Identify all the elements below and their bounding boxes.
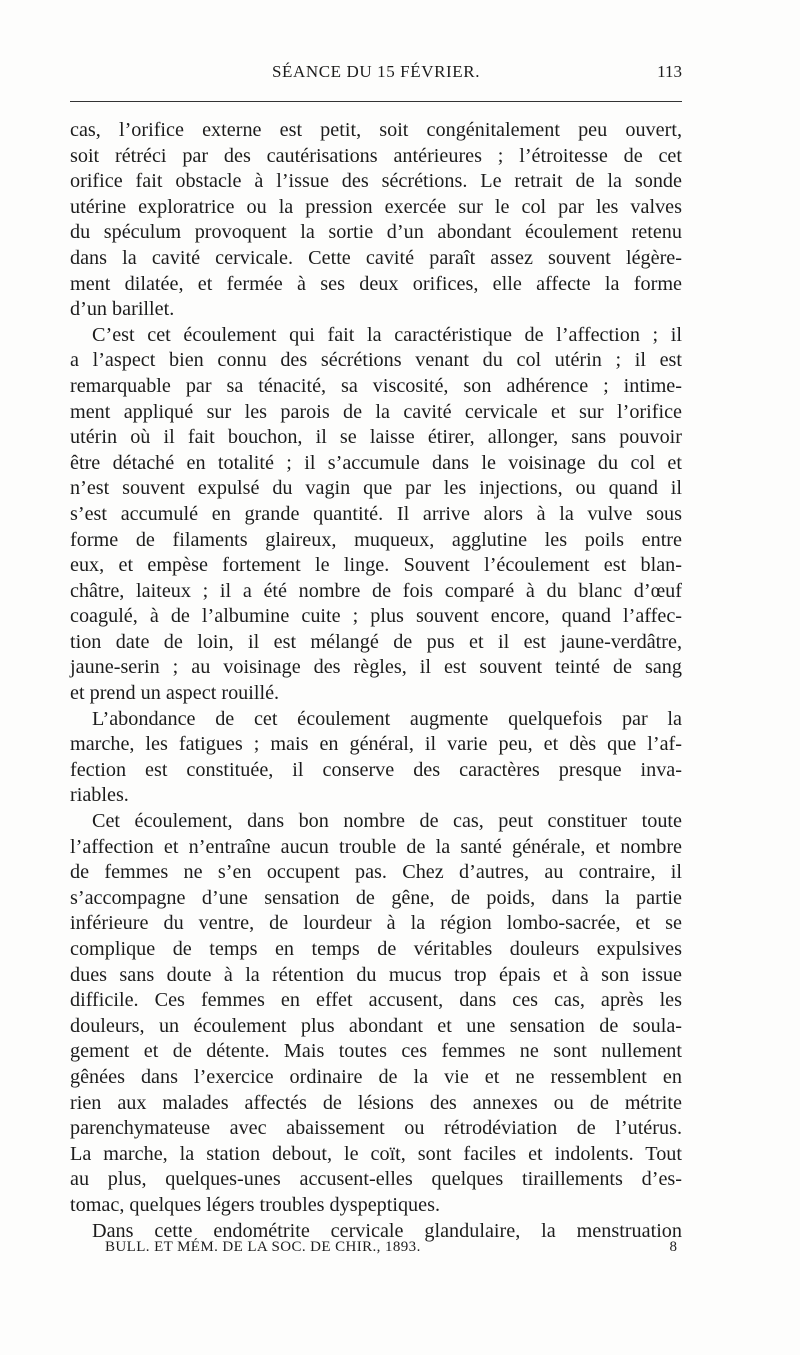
text-line: fection est constituée, il conserve des caractères presque inva- — [70, 758, 682, 781]
text-line: jaune-serin ; au voisinage des règles, il est souvent teinté de sang — [70, 656, 682, 679]
text-line: tion date de loin, il est mélangé de pus et il est jaune-verdâtre, — [70, 630, 682, 653]
text-line: remarquable par sa ténacité, sa viscosité, son adhérence ; intime- — [70, 374, 682, 397]
text-line: gênées dans l’exercice ordinaire de la vie et ne ressemblent en — [70, 1065, 682, 1088]
text-line: dans la cavité cervicale. Cette cavité paraît assez souvent légère- — [70, 246, 682, 269]
text-line: utérine exploratrice ou la pression exercée sur le col par les valves — [70, 195, 682, 218]
text-line: forme de filaments glaireux, muqueux, agglutine les poils entre — [70, 528, 682, 551]
text-line: d’un barillet. — [70, 298, 175, 321]
text-line: Cet écoulement, dans bon nombre de cas, peut constituer toute — [92, 810, 682, 833]
text-line: et prend un aspect rouillé. — [70, 682, 280, 705]
signature-mark: 8 — [669, 1239, 677, 1255]
text-line: Dans cette endométrite cervicale glandulaire, la menstruation — [92, 1219, 682, 1242]
text-line: être détaché en totalité ; il s’accumule dans le voisinage du col et — [70, 451, 682, 474]
page-header — [70, 62, 682, 88]
text-line: n’est souvent expulsé du vagin que par les injections, ou quand il — [70, 477, 682, 500]
journal-citation: BULL. ET MÉM. DE LA SOC. DE CHIR., 1893. — [105, 1239, 421, 1255]
text-line: s’est accumulé en grande quantité. Il arrive alors à la vulve sous — [70, 502, 682, 525]
text-line: l’affection et n’entraîne aucun trouble de la santé générale, et nombre — [70, 835, 682, 858]
running-head: SÉANCE DU 15 FÉVRIER. — [271, 62, 481, 81]
text-line: soit rétréci par des cautérisations antérieures ; l’étroitesse de cet — [70, 144, 682, 167]
text-line: riables. — [70, 784, 129, 807]
page-footer — [105, 1239, 677, 1263]
text-line: inférieure du ventre, de lourdeur à la région lombo-sacrée, et se — [70, 912, 682, 935]
text-line: dues sans doute à la rétention du mucus trop épais et à son issue — [70, 963, 682, 986]
text-line: cas, l’orifice externe est petit, soit congénitalement peu ouvert, — [70, 119, 682, 141]
body-text — [70, 118, 682, 1244]
text-line: douleurs, un écoulement plus abondant et une sensation de soula- — [70, 1014, 682, 1037]
text-line: de femmes ne s’en occupent pas. Chez d’autres, au contraire, il — [70, 861, 682, 884]
text-line: difficile. Ces femmes en effet accusent, dans ces cas, après les — [70, 989, 682, 1012]
text-line: eux, et empèse fortement le linge. Souvent l’écoulement est blan- — [70, 554, 682, 577]
text-line: du spéculum provoquent la sortie d’un abondant écoulement retenu — [70, 221, 682, 244]
text-line: tomac, quelques légers troubles dyspeptiques. — [70, 1193, 441, 1216]
header-rule — [70, 101, 682, 102]
text-line: coagulé, à de l’albumine cuite ; plus souvent encore, quand l’affec- — [70, 605, 682, 628]
text-line: s’accompagne d’une sensation de gêne, de poids, dans la partie — [70, 886, 682, 909]
text-line: ment appliqué sur les parois de la cavité cervicale et sur l’orifice — [70, 400, 682, 423]
text-line: marche, les fatigues ; mais en général, il varie peu, et dès que l’af- — [70, 733, 682, 756]
text-line: ment dilatée, et fermée à ses deux orifices, elle affecte la forme — [70, 272, 682, 295]
text-line: au plus, quelques-unes accusent-elles quelques tiraillements d’es- — [70, 1168, 682, 1191]
page-number: 113 — [657, 62, 682, 81]
text-line: La marche, la station debout, le coït, sont faciles et indolents. Tout — [70, 1142, 682, 1165]
text-line: complique de temps en temps de véritables douleurs expulsives — [70, 938, 682, 960]
text-line: L’abondance de cet écoulement augmente quelquefois par la — [92, 707, 682, 730]
text-line: rien aux malades affectés de lésions des annexes ou de métrite — [70, 1091, 682, 1114]
text-line: gement et de détente. Mais toutes ces femmes ne sont nullement — [70, 1040, 682, 1063]
text-line: C’est cet écoulement qui fait la caractéristique de l’affection ; il — [92, 323, 682, 346]
text-line: parenchymateuse avec abaissement ou rétrodéviation de l’utérus. — [70, 1117, 682, 1140]
text-line: a l’aspect bien connu des sécrétions venant du col utérin ; il est — [70, 349, 682, 372]
text-line: châtre, laiteux ; il a été nombre de fois comparé à du blanc d’œuf — [70, 579, 682, 602]
text-line: utérin où il fait bouchon, il se laisse étirer, allonger, sans pouvoir — [70, 426, 682, 449]
text-line: orifice fait obstacle à l’issue des sécrétions. Le retrait de la sonde — [70, 170, 682, 193]
